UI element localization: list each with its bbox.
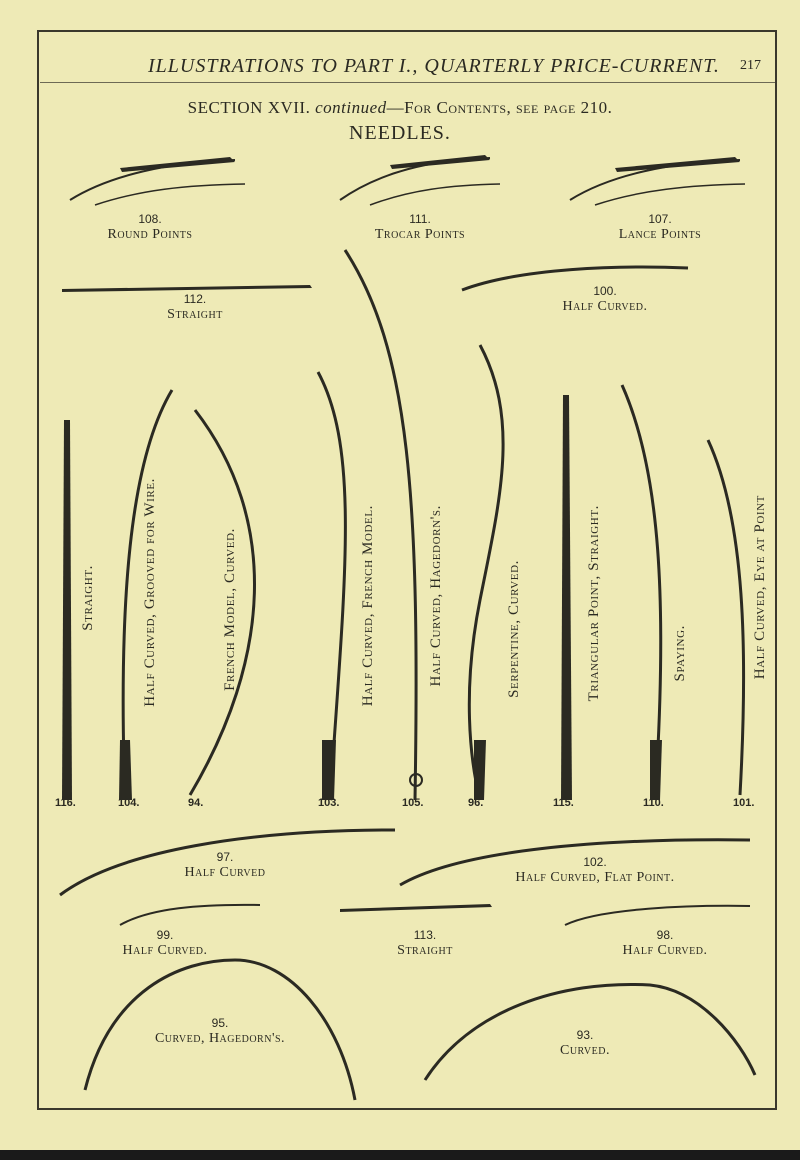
needle-96-name: Serpentine, Curved.: [506, 560, 522, 698]
needle-95-label: 95. Curved, Hagedorn's.: [154, 1016, 286, 1046]
needle-116-image: [62, 420, 72, 800]
needle-97-label: 97. Half Curved: [184, 850, 266, 880]
needle-116-name: Straight.: [80, 565, 96, 631]
needle-115-number: 115.: [553, 797, 574, 809]
needle-104-number: 104.: [118, 797, 140, 809]
needle-101-image: [708, 440, 744, 795]
needle-110-name: Spaying.: [672, 625, 688, 682]
needle-108-label: 108. Round Points: [107, 212, 193, 242]
needle-100-label: 100. Half Curved.: [562, 284, 648, 314]
needle-103-name: Half Curved, French Model.: [360, 505, 376, 707]
needle-115-name: Triangular Point, Straight.: [586, 505, 602, 702]
needle-96-number: 96.: [468, 797, 484, 809]
needle-104-name: Half Curved, Grooved for Wire.: [142, 478, 158, 707]
scan-edge: [0, 1150, 800, 1160]
needle-107-image: [570, 157, 745, 205]
needle-113-label: 113. Straight: [397, 928, 453, 958]
needle-112-image: [62, 285, 312, 292]
continued-label: continued: [315, 98, 387, 117]
page-number: 217: [740, 58, 761, 73]
needle-115-image: [561, 395, 572, 800]
needle-105-number: 105.: [402, 797, 424, 809]
needle-107-label: 107. Lance Points: [618, 212, 702, 242]
needle-116-number: 116.: [55, 797, 76, 809]
needle-98-image: [565, 906, 750, 925]
needle-103-image: [318, 372, 345, 800]
needle-113-image: [340, 904, 492, 912]
needle-105-image: [345, 250, 422, 800]
needle-110-image: [622, 385, 662, 800]
needle-99-image: [120, 905, 260, 925]
running-head: ILLUSTRATIONS TO PART I., QUARTERLY PRICE-CURRENT.: [148, 55, 720, 77]
needle-110-number: 110.: [643, 797, 664, 809]
section-number: SECTION XVII.: [187, 98, 311, 117]
needle-98-label: 98. Half Curved.: [622, 928, 708, 958]
needle-102-label: 102. Half Curved, Flat Point.: [515, 855, 675, 885]
contents-reference: —For Contents, see page 210.: [386, 98, 613, 117]
needle-111-label: 111. Trocar Points: [374, 212, 466, 242]
needle-101-name: Half Curved, Eye at Point: [752, 495, 768, 680]
needle-93-label: 93. Curved.: [560, 1028, 610, 1058]
needle-108-image: [70, 157, 245, 205]
needle-99-label: 99. Half Curved.: [122, 928, 208, 958]
needle-101-number: 101.: [733, 797, 755, 809]
needle-111-image: [340, 155, 500, 205]
needle-96-image: [469, 345, 503, 800]
needle-103-number: 103.: [318, 797, 340, 809]
needle-105-name: Half Curved, Hagedorn's.: [428, 505, 444, 687]
needle-94-name: French Model, Curved.: [222, 528, 238, 691]
needle-112-label: 112. Straight: [167, 292, 223, 322]
needle-94-number: 94.: [188, 797, 204, 809]
page-title: NEEDLES.: [349, 122, 451, 144]
